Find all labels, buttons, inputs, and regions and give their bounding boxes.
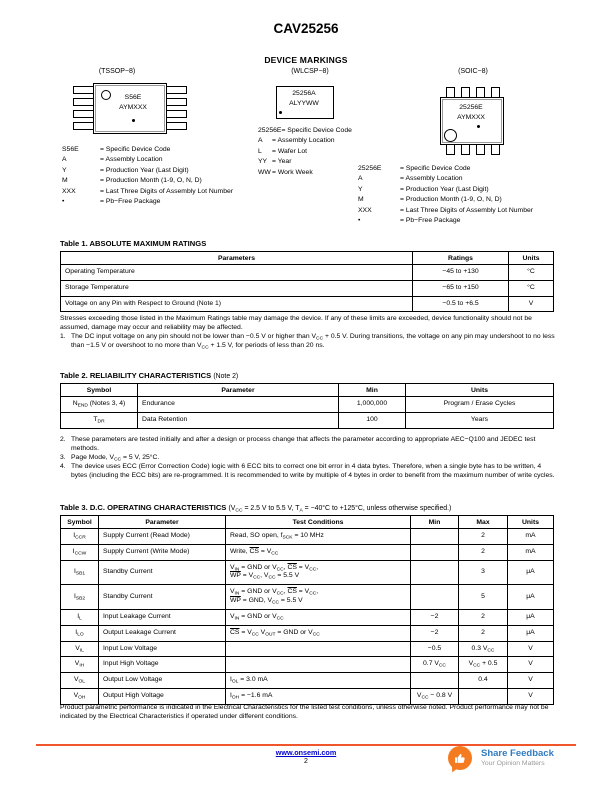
share-feedback-badge[interactable] bbox=[448, 746, 554, 770]
legend-row bbox=[258, 136, 388, 146]
table-cell bbox=[411, 529, 459, 545]
tssop-package-label: (TSSOP−8) bbox=[98, 68, 136, 75]
legend-row bbox=[62, 187, 262, 197]
legend-row bbox=[62, 145, 262, 155]
note-number: 2. bbox=[60, 436, 66, 443]
legend-row bbox=[358, 206, 563, 216]
column-header: Symbol bbox=[61, 516, 99, 529]
legend-key: A bbox=[62, 156, 67, 164]
table-cell: Write, $\overline{CS} = V_{CC}$ bbox=[226, 544, 411, 560]
table-cell: mA bbox=[508, 544, 554, 560]
table-row bbox=[61, 529, 554, 545]
column-header: Test Conditions bbox=[226, 516, 411, 529]
table-cell: $I_{SB1}$ bbox=[61, 560, 99, 585]
tssop-pin bbox=[73, 98, 95, 106]
tssop-pin bbox=[73, 110, 95, 118]
amr-note-intro: Stresses exceeding those listed in the Maximum Ratings table may damage the device. If any of these limits are exceeded, device functionality should not be assumed, damage may occur and reliability may be affected. bbox=[60, 315, 532, 331]
legend-value: = Last Three Digits of Assembly Lot Number bbox=[400, 206, 534, 214]
feedback-bubble-tail bbox=[450, 764, 460, 774]
table-cell: $V_{IH}$ bbox=[61, 657, 99, 673]
table-cell bbox=[226, 641, 411, 657]
table1-body bbox=[61, 265, 554, 312]
legend-key: • bbox=[62, 198, 65, 206]
legend-value: = Assembly Location bbox=[272, 137, 335, 145]
legend-key: A bbox=[258, 137, 263, 145]
soic-marking-legend bbox=[358, 164, 563, 226]
table-cell: Supply Current (Write Mode) bbox=[99, 544, 226, 560]
table-row bbox=[61, 657, 554, 673]
reliability-notes bbox=[60, 436, 558, 481]
note-item bbox=[60, 463, 558, 481]
table2-title bbox=[60, 371, 554, 380]
table-cell: −0.5 bbox=[411, 641, 459, 657]
wlcsp-marking bbox=[276, 89, 332, 108]
table-cell: −0.5 to +6.5 bbox=[413, 296, 509, 312]
column-header: Parameter bbox=[138, 384, 339, 397]
tssop-pbfree-dot-icon bbox=[132, 119, 135, 122]
column-header: Units bbox=[509, 252, 554, 265]
feedback-title: Share Feedback bbox=[481, 748, 554, 759]
tssop-marking-line2: AYMXXX bbox=[119, 103, 147, 111]
absolute-maximum-ratings-block bbox=[60, 239, 554, 312]
table-cell bbox=[411, 544, 459, 560]
legend-value: = Production Month (1-9, O, N, D) bbox=[400, 196, 502, 204]
table1-header-row bbox=[61, 252, 554, 265]
table-cell: −2 bbox=[411, 625, 459, 641]
table-cell: $V_{OL}$ bbox=[61, 673, 99, 689]
wlcsp-package-label: (WLCSP−8) bbox=[291, 68, 329, 75]
table-row bbox=[61, 641, 554, 657]
legend-key: Y bbox=[358, 185, 363, 193]
table-cell: Input High Voltage bbox=[99, 657, 226, 673]
legend-key: YY bbox=[258, 158, 268, 166]
table-cell: 3 bbox=[459, 560, 508, 585]
soic-marking-line2: AYMXXX bbox=[457, 113, 485, 121]
feedback-text bbox=[481, 746, 554, 767]
table3-title-main: Table 3. D.C. OPERATING CHARACTERISTICS bbox=[60, 503, 227, 512]
table1-title: Table 1. ABSOLUTE MAXIMUM RATINGS bbox=[60, 239, 207, 248]
column-header: Min bbox=[339, 384, 406, 397]
table-cell: Program / Erase Cycles bbox=[406, 397, 554, 413]
table-cell: °C bbox=[509, 265, 554, 281]
table3-header-row bbox=[61, 516, 554, 529]
column-header: Symbol bbox=[61, 384, 138, 397]
table-cell bbox=[226, 657, 411, 673]
table-cell: μA bbox=[508, 585, 554, 610]
legend-row bbox=[62, 197, 262, 207]
reliability-characteristics-table bbox=[60, 383, 554, 429]
note-number: 1. bbox=[60, 332, 66, 340]
table-cell: V bbox=[508, 689, 554, 705]
table3-title bbox=[60, 503, 554, 512]
note-text: These parameters are tested initially and after a design or process change that affects the parameter according to appropriate AEC−Q100 and JEDEC test methods. bbox=[71, 436, 536, 452]
column-header: Max bbox=[459, 516, 508, 529]
table-cell: Input Low Voltage bbox=[99, 641, 226, 657]
column-header: Parameter bbox=[99, 516, 226, 529]
legend-row bbox=[62, 176, 262, 186]
table-cell: Storage Temperature bbox=[61, 280, 413, 296]
feedback-subtitle: Your Opinion Matters bbox=[481, 760, 545, 767]
table-cell: Output Leakage Current bbox=[99, 625, 226, 641]
tssop-marking-legend bbox=[62, 145, 262, 207]
table-cell: $I_L$ bbox=[61, 609, 99, 625]
table-row bbox=[61, 585, 554, 610]
note-number: 3. bbox=[60, 453, 66, 461]
table-row bbox=[61, 689, 554, 705]
table-cell: $I_{CCR}$ bbox=[61, 529, 99, 545]
column-header: Ratings bbox=[413, 252, 509, 265]
page-number: 2 bbox=[304, 758, 308, 765]
table-row bbox=[61, 296, 554, 312]
legend-value: = Assembly Location bbox=[100, 156, 163, 164]
table-cell: 2 bbox=[459, 544, 508, 560]
table-cell: Input Leakage Current bbox=[99, 609, 226, 625]
legend-value: = Production Year (Last Digit) bbox=[400, 185, 489, 193]
table-cell: $I_{LO}$ bbox=[61, 625, 99, 641]
table-cell bbox=[411, 673, 459, 689]
table-cell: V bbox=[508, 641, 554, 657]
table2-header-row bbox=[61, 384, 554, 397]
table2-title-main: Table 2. RELIABILITY CHARACTERISTICS bbox=[60, 371, 212, 380]
legend-value: = Work Week bbox=[272, 168, 313, 176]
legend-value: = Specific Device Code bbox=[400, 165, 471, 172]
table-cell: $V_{IN}$ = GND or $V_{CC}$, $\overline{CS} = V_{CC}$, $\overline{WP} = V_{CC}$, $V_{CC} = 5.5$ V bbox=[226, 560, 411, 585]
table-cell: 2 bbox=[459, 529, 508, 545]
soic-pbfree-dot-icon bbox=[477, 125, 480, 128]
amr-note-items bbox=[60, 333, 558, 351]
table-cell: μA bbox=[508, 625, 554, 641]
table-cell: 1,000,000 bbox=[339, 397, 406, 413]
legend-value: = Last Three Digits of Assembly Lot Number bbox=[100, 187, 234, 195]
table-cell: $N_{END}$ (Notes 3, 4) bbox=[61, 397, 138, 413]
page-title: CAV25256 bbox=[273, 21, 339, 36]
note-text: The device uses ECC (Error Correction Code) logic with 6 ECC bits to correct one bit error in 4 data bytes. Therefore, when a single byte has to be written, 4 bytes (including the ECC bits) are re-programmed. It is recommended to write by multiple of 4 bytes in order to benefit from the maximum number of write cycles. bbox=[71, 462, 555, 479]
column-header: Units bbox=[508, 516, 554, 529]
table-cell: $\overline{CS} = V_{CC}$ $V_{OUT}$ = GND or $V_{CC}$ bbox=[226, 625, 411, 641]
table-cell: $I_{CCW}$ bbox=[61, 544, 99, 560]
table-cell: $V_{OH}$ bbox=[61, 689, 99, 705]
wlcsp-pbfree-dot-icon bbox=[279, 111, 282, 114]
dc-operating-characteristics-block bbox=[60, 503, 554, 705]
table-cell: 2 bbox=[459, 625, 508, 641]
table-cell: $I_{OL} = 3.0$ mA bbox=[226, 673, 411, 689]
table-row bbox=[61, 560, 554, 585]
tssop-pin bbox=[165, 98, 187, 106]
soic-package-label: (SOIC−8) bbox=[458, 68, 488, 75]
table3-body bbox=[61, 529, 554, 705]
table-cell: $V_{CC} + 0.5$ bbox=[459, 657, 508, 673]
table-row bbox=[61, 412, 554, 428]
legend-value: = Specific Device Code bbox=[100, 146, 171, 153]
table-cell: Years bbox=[406, 412, 554, 428]
legend-value: = Production Month (1-9, O, N, D) bbox=[100, 177, 202, 185]
table-cell: $V_{IN}$ = GND or $V_{CC}$ bbox=[226, 609, 411, 625]
table-cell: Output High Voltage bbox=[99, 689, 226, 705]
wlcsp-marking-line1: 25256A bbox=[292, 90, 316, 97]
table-cell: °C bbox=[509, 280, 554, 296]
table-cell: 2 bbox=[459, 609, 508, 625]
legend-value: = Production Year (Last Digit) bbox=[100, 166, 189, 174]
legend-row bbox=[258, 126, 388, 136]
legend-key: XXX bbox=[62, 187, 76, 195]
table-cell: Read, SO open, $f_{SCK} = 10$ MHz bbox=[226, 529, 411, 545]
table-row bbox=[61, 280, 554, 296]
note-text: The DC input voltage on any pin should not be lower than −0.5 V or higher than $V_{CC} + 0.5$ V. During transitions, the voltage on any pin may undershoot to no less than −1.5 V or overshoot to no more than $V_{CC} + 1.5$ V, for periods of less than 20 ns. bbox=[71, 332, 555, 351]
tssop-pin bbox=[165, 110, 187, 118]
table-cell: Standby Current bbox=[99, 585, 226, 610]
thumbs-up-icon bbox=[454, 752, 467, 765]
tssop-pin bbox=[165, 122, 187, 130]
table-cell: 5 bbox=[459, 585, 508, 610]
tssop-pin bbox=[165, 86, 187, 94]
table-cell: −45 to +130 bbox=[413, 265, 509, 281]
legend-value: = Year bbox=[272, 158, 292, 166]
table-row bbox=[61, 609, 554, 625]
column-header: Units bbox=[406, 384, 554, 397]
note-text: Page Mode, $V_{CC} = 5$ V, 25°C. bbox=[71, 453, 160, 463]
legend-key: WW bbox=[258, 168, 271, 176]
legend-row bbox=[358, 216, 563, 226]
dc-operating-characteristics-table bbox=[60, 515, 554, 705]
legend-value: = Assembly Location bbox=[400, 175, 463, 183]
legend-value: = Pb−Free Package bbox=[400, 217, 461, 225]
legend-key: L bbox=[258, 147, 262, 155]
table-cell: Output Low Voltage bbox=[99, 673, 226, 689]
legend-key: A bbox=[358, 175, 363, 183]
table-cell: Operating Temperature bbox=[61, 265, 413, 281]
table-cell: mA bbox=[508, 529, 554, 545]
table-cell: V bbox=[508, 673, 554, 689]
table-cell: Data Retention bbox=[138, 412, 339, 428]
table-cell: $T_{DR}$ bbox=[61, 412, 138, 428]
absolute-maximum-ratings-table bbox=[60, 251, 554, 312]
legend-row bbox=[358, 195, 563, 205]
table-cell: 100 bbox=[339, 412, 406, 428]
table-cell: Voltage on any Pin with Respect to Ground (Note 1) bbox=[61, 296, 413, 312]
table-cell: $V_{CC} - 0.8$ V bbox=[411, 689, 459, 705]
tssop-pin bbox=[73, 122, 95, 130]
table-cell: 0.3 $V_{CC}$ bbox=[459, 641, 508, 657]
note-item bbox=[60, 333, 558, 351]
table-row bbox=[61, 544, 554, 560]
table-cell: $V_{IN}$ = GND or $V_{CC}$, $\overline{CS} = V_{CC}$, $\overline{WP}$ = GND, $V_{CC} = 5.5$ V bbox=[226, 585, 411, 610]
legend-key: Y bbox=[62, 166, 67, 174]
table-cell: μA bbox=[508, 560, 554, 585]
legend-row bbox=[358, 164, 563, 174]
legend-row bbox=[358, 174, 563, 184]
table-cell: −65 to +150 bbox=[413, 280, 509, 296]
amr-note bbox=[60, 315, 558, 351]
table-row bbox=[61, 625, 554, 641]
legend-key: M bbox=[358, 196, 364, 204]
table-cell bbox=[459, 689, 508, 705]
legend-key: 25256E bbox=[358, 165, 382, 172]
table3-title-conditions: ($V_{CC} = 2.5$ V to 5.5 V, $T_A = -40^\circ C$ to +125°C, unless otherwise specified.) bbox=[228, 505, 452, 514]
table3-footnote: Product parametric performance is indicated in the Electrical Characteristics for the listed test conditions, unless otherwise noted. Product performance may not be indicated by the Electrical Characteristics if operated under different conditions. bbox=[60, 704, 549, 720]
legend-key: S56E bbox=[62, 146, 79, 153]
table2-body bbox=[61, 397, 554, 429]
soic-marking bbox=[442, 103, 500, 122]
legend-key: M bbox=[62, 177, 68, 185]
table-cell: μA bbox=[508, 609, 554, 625]
table-cell: Supply Current (Read Mode) bbox=[99, 529, 226, 545]
table-cell bbox=[411, 585, 459, 610]
reliability-characteristics-block bbox=[60, 371, 554, 429]
legend-key: 25256E bbox=[258, 127, 282, 134]
table-cell: 0.7 $V_{CC}$ bbox=[411, 657, 459, 673]
table-cell: $I_{SB2}$ bbox=[61, 585, 99, 610]
table-cell bbox=[411, 560, 459, 585]
feedback-bubble-icon bbox=[448, 746, 472, 770]
legend-row bbox=[258, 147, 388, 157]
device-markings-heading: DEVICE MARKINGS bbox=[264, 55, 348, 65]
table-cell: $I_{OH} = -1.6$ mA bbox=[226, 689, 411, 705]
soic-marking-line1: 25256E bbox=[459, 104, 483, 111]
legend-key: XXX bbox=[358, 206, 372, 214]
column-header: Parameters bbox=[61, 252, 413, 265]
table-cell: Endurance bbox=[138, 397, 339, 413]
table2-title-note: (Note 2) bbox=[213, 373, 239, 380]
wlcsp-marking-line2: ALYYWW bbox=[289, 99, 319, 107]
table-cell: Standby Current bbox=[99, 560, 226, 585]
table-row bbox=[61, 397, 554, 413]
table-cell: $V_{IL}$ bbox=[61, 641, 99, 657]
table-row bbox=[61, 673, 554, 689]
table-cell: −2 bbox=[411, 609, 459, 625]
table-cell: 0.4 bbox=[459, 673, 508, 689]
table-cell: V bbox=[509, 296, 554, 312]
legend-row bbox=[358, 185, 563, 195]
onsemi-link[interactable]: www.onsemi.com bbox=[275, 748, 337, 757]
legend-key: • bbox=[358, 217, 361, 225]
note-item bbox=[60, 436, 558, 454]
legend-value: = Specific Device Code bbox=[281, 127, 352, 134]
column-header: Min bbox=[411, 516, 459, 529]
tssop-marking-line1: S56E bbox=[124, 94, 142, 101]
tssop-marking bbox=[104, 93, 162, 112]
legend-value: = Pb−Free Package bbox=[100, 198, 161, 206]
soic-pin1-indicator-icon bbox=[444, 129, 457, 142]
legend-row bbox=[62, 155, 262, 165]
table-row bbox=[61, 265, 554, 281]
legend-value: = Wafer Lot bbox=[272, 147, 308, 155]
legend-row bbox=[62, 166, 262, 176]
table-cell: V bbox=[508, 657, 554, 673]
note-item bbox=[60, 454, 558, 463]
note-number: 4. bbox=[60, 462, 66, 470]
tssop-pin bbox=[73, 86, 95, 94]
